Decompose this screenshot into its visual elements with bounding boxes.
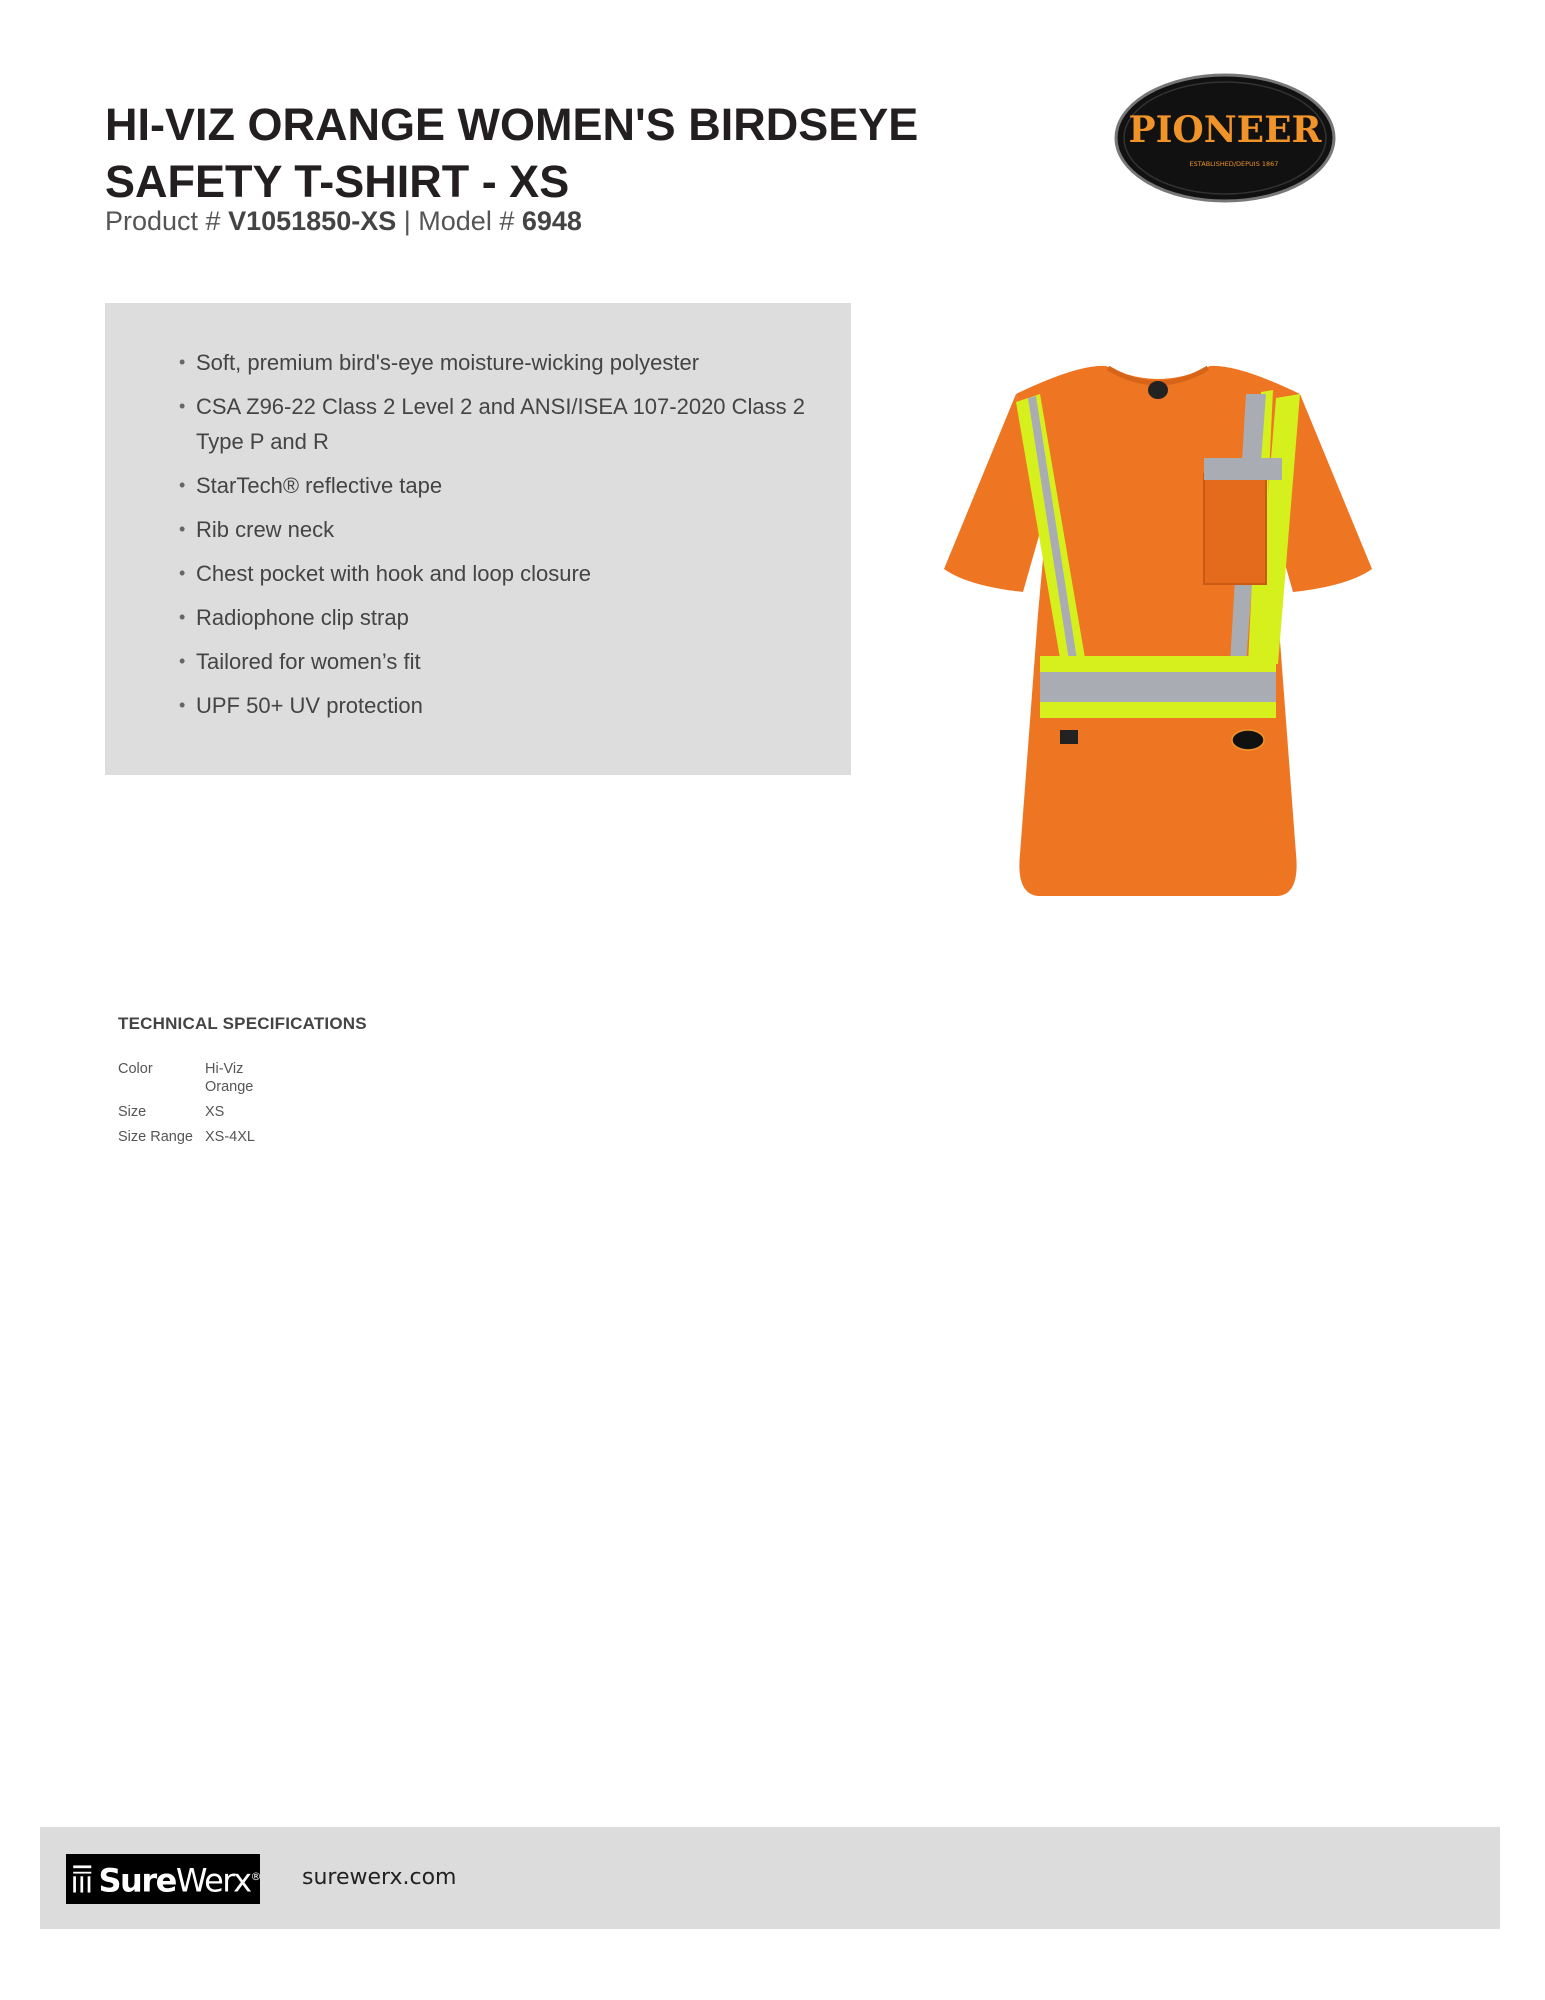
features-panel	[105, 303, 851, 775]
spec-label: Color	[118, 1061, 153, 1077]
feature-item	[179, 600, 827, 635]
bullet-icon: •	[179, 695, 186, 715]
footer-url: surewerx.com	[302, 1865, 457, 1890]
bullet-icon: •	[179, 396, 186, 416]
specs-title: TECHNICAL SPECIFICATIONS	[118, 1014, 367, 1033]
bullet-icon: •	[179, 475, 186, 495]
specs-table	[118, 1060, 275, 1153]
model-number: 6948	[521, 206, 582, 236]
product-number: V1051850-XS	[228, 206, 397, 236]
bullet-icon: •	[179, 352, 186, 372]
bullet-icon: •	[179, 519, 186, 539]
surewerx-wordmark: SureWerx®	[98, 1861, 260, 1900]
spec-label: Size Range	[118, 1129, 193, 1145]
model-label: Model #	[418, 206, 515, 236]
feature-text: Radiophone clip strap	[196, 605, 409, 630]
hi-viz-orange-tshirt-image	[928, 354, 1388, 914]
spec-value: XS	[205, 1104, 225, 1120]
product-model-line	[105, 206, 582, 237]
feature-text: Soft, premium bird's-eye moisture-wicking polyester	[196, 350, 700, 375]
bullet-icon: •	[179, 607, 186, 627]
pioneer-logo	[1114, 72, 1336, 204]
spec-row	[118, 1060, 275, 1096]
bullet-icon: •	[179, 563, 186, 583]
pioneer-tagline: ESTABLISHED/DEPUIS 1867	[1189, 160, 1279, 168]
feature-item	[179, 688, 827, 723]
feature-text: CSA Z96-22 Class 2 Level 2 and ANSI/ISEA 107-2020 Class 2 Type P and R	[196, 394, 806, 454]
feature-item	[179, 389, 827, 459]
spec-label: Size	[118, 1104, 147, 1120]
surewerx-logo	[66, 1854, 260, 1904]
separator: |	[403, 206, 411, 236]
pioneer-wordmark: PIONEER	[1128, 109, 1322, 151]
feature-text: StarTech® reflective tape	[196, 473, 443, 498]
feature-item	[179, 512, 827, 547]
feature-item	[179, 468, 827, 503]
feature-text: UPF 50+ UV protection	[196, 693, 423, 718]
features-list	[179, 345, 827, 723]
page-title: HI-VIZ ORANGE WOMEN'S BIRDSEYE SAFETY T-SHIRT - XS	[105, 99, 919, 207]
feature-text: Rib crew neck	[196, 517, 335, 542]
surewerx-mark-icon	[66, 1854, 99, 1904]
feature-item	[179, 556, 827, 591]
product-label: Product #	[105, 206, 221, 236]
spec-row	[118, 1103, 275, 1121]
spec-value: Hi-Viz Orange	[205, 1061, 254, 1095]
spec-row	[118, 1128, 275, 1146]
feature-text: Tailored for women’s fit	[196, 649, 421, 674]
feature-text: Chest pocket with hook and loop closure	[196, 561, 592, 586]
feature-item	[179, 644, 827, 679]
feature-item	[179, 345, 827, 380]
bullet-icon: •	[179, 651, 186, 671]
spec-value: XS-4XL	[205, 1129, 255, 1145]
footer	[40, 1827, 1500, 1929]
